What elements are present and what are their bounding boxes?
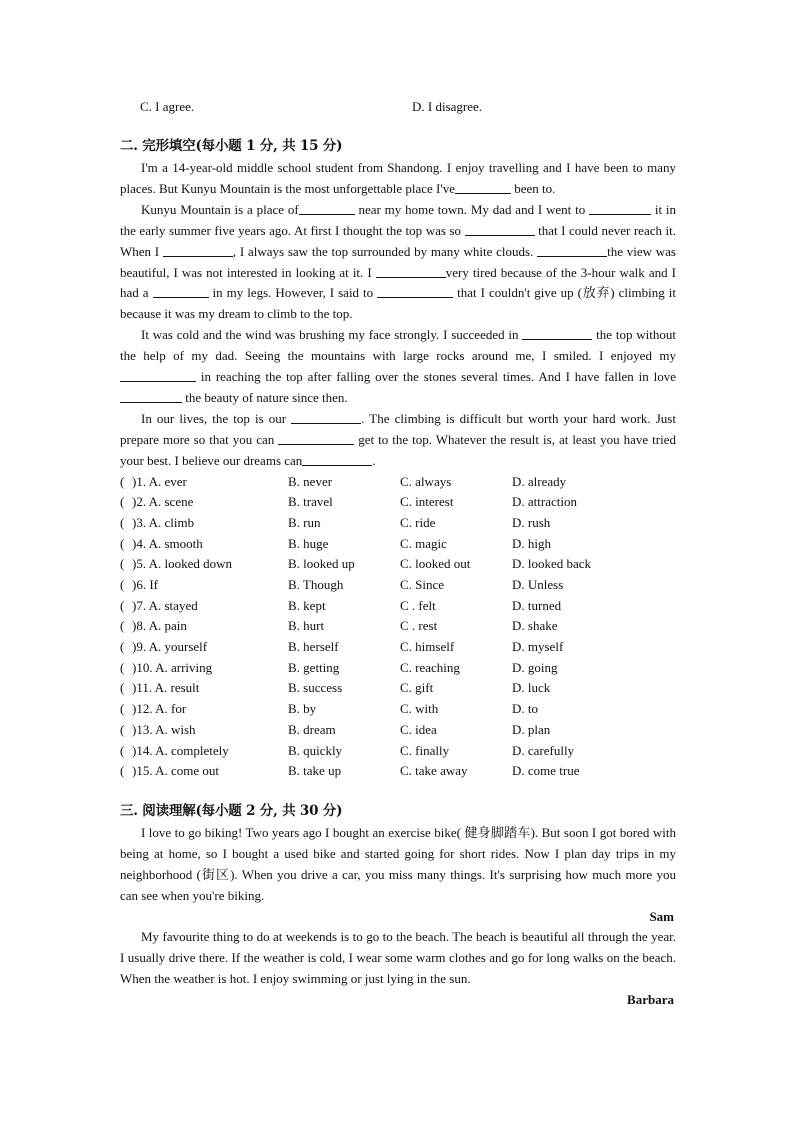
question-row: ( )1. A. ever B. never C. always D. already: [120, 473, 567, 489]
question-row: ( )11. A. result B. success C. gift D. luck: [120, 680, 551, 696]
blank-10: [522, 326, 592, 340]
cloze-paragraph-3: It was cold and the wind was brushing my face strongly. I succeeded in the top without the help of my dad. Seeing the mountains with large rocks around me, I smiled. I enjoyed my in reaching the top after falling over the stones several times. And I have fallen in love the beauty of nature since then.: [120, 327, 677, 405]
worksheet-page: [120, 96, 676, 1011]
blank-1: [455, 180, 511, 194]
blank-6: [537, 243, 607, 257]
sam-paragraph: I love to go biking! Two years ago I bought an exercise bike( 健身脚踏车). But soon I got bored with being at home, so I bought a used bike and started going for short rides. Now I plan day trips in my neighborhood (街区). When you drive a car, you miss many things. It's surprising how much more you can see when you're biking.: [120, 824, 676, 903]
question-row: ( )2. A. scene B. travel C. interest D. attraction: [120, 494, 577, 510]
question-row: ( )10. A. arriving B. getting C. reaching D. going: [120, 659, 558, 675]
question-row: ( )13. A. wish B. dream C. idea D. plan: [120, 721, 551, 737]
question-row: ( )4. A. smooth B. huge C. magic D. high: [120, 535, 551, 551]
cloze-passage: [120, 158, 676, 472]
barbara-signature: Barbara: [627, 992, 674, 1008]
option-c: C. I agree.: [140, 99, 195, 114]
blank-15: [302, 452, 372, 466]
blank-12: [120, 389, 182, 403]
blank-2: [299, 201, 355, 215]
blank-7: [376, 264, 446, 278]
barbara-paragraph: My favourite thing to do at weekends is to go to the beach. The beach is beautiful all through the year. I usually drive there. If the weather is cold, I wear some warm clothes and go for long walks on the beach. When the weather is hot. I enjoy swimming or just lying in the sun.: [120, 929, 676, 987]
previous-options-row: [120, 96, 676, 117]
blank-13: [291, 410, 361, 424]
question-row: ( )12. A. for B. by C. with D. to: [120, 701, 538, 717]
blank-9: [377, 284, 453, 298]
question-row: ( )5. A. looked down B. looked up C. looked out D. looked back: [120, 556, 592, 572]
blank-3: [589, 201, 651, 215]
section2-heading: 二. 完形填空(每小题 1 分, 共 15 分): [120, 138, 343, 154]
question-list: [120, 472, 676, 782]
question-row: ( )3. A. climb B. run C. ride D. rush: [120, 514, 551, 530]
sam-signature: Sam: [649, 908, 674, 924]
blank-14: [278, 431, 354, 445]
question-row: ( )6. If B. Though C. Since D. Unless: [120, 577, 564, 593]
reading-passage: [120, 823, 676, 1011]
section3-heading: 三. 阅读理解(每小题 2 分, 共 30 分): [120, 802, 343, 819]
cloze-paragraph-4: In our lives, the top is our . The climbing is difficult but worth your hard work. Just prepare more so that you can get to the top. Whatever the result is, at least you have tried your best. I believe our dreams can .: [120, 410, 676, 468]
question-row: ( )7. A. stayed B. kept C . felt D. turned: [120, 597, 562, 613]
option-d: D. I disagree.: [412, 99, 483, 114]
blank-4: [465, 222, 535, 236]
blank-5: [163, 243, 233, 257]
blank-8: [153, 284, 209, 298]
cloze-paragraph-1: I'm a 14-year-old middle school student from Shandong. I enjoy travelling and I have been to many places. But Kunyu Mountain is the most unforgettable place I've been to.: [120, 160, 676, 196]
question-row: ( )9. A. yourself B. herself C. himself D. myself: [120, 639, 564, 655]
blank-11: [120, 368, 196, 382]
cloze-paragraph-2: Kunyu Mountain is a place of near my home town. My dad and I went to it in the early summer five years ago. At first I thought the top was so that I could never reach it. When I , I always saw the top surrounded by many white clouds. the view was beautiful, I was not interested in looking at it. I very tired because of the 3-hour walk and I had a in my legs. However, I said to that I couldn't give up (放弃) climbing it because it was my dream to climb to the top.: [120, 201, 677, 322]
question-row: ( )14. A. completely B. quickly C. finally D. carefully: [120, 742, 575, 758]
question-row: ( )8. A. pain B. hurt C . rest D. shake: [120, 618, 558, 634]
question-row: ( )15. A. come out B. take up C. take away D. come true: [120, 763, 580, 779]
